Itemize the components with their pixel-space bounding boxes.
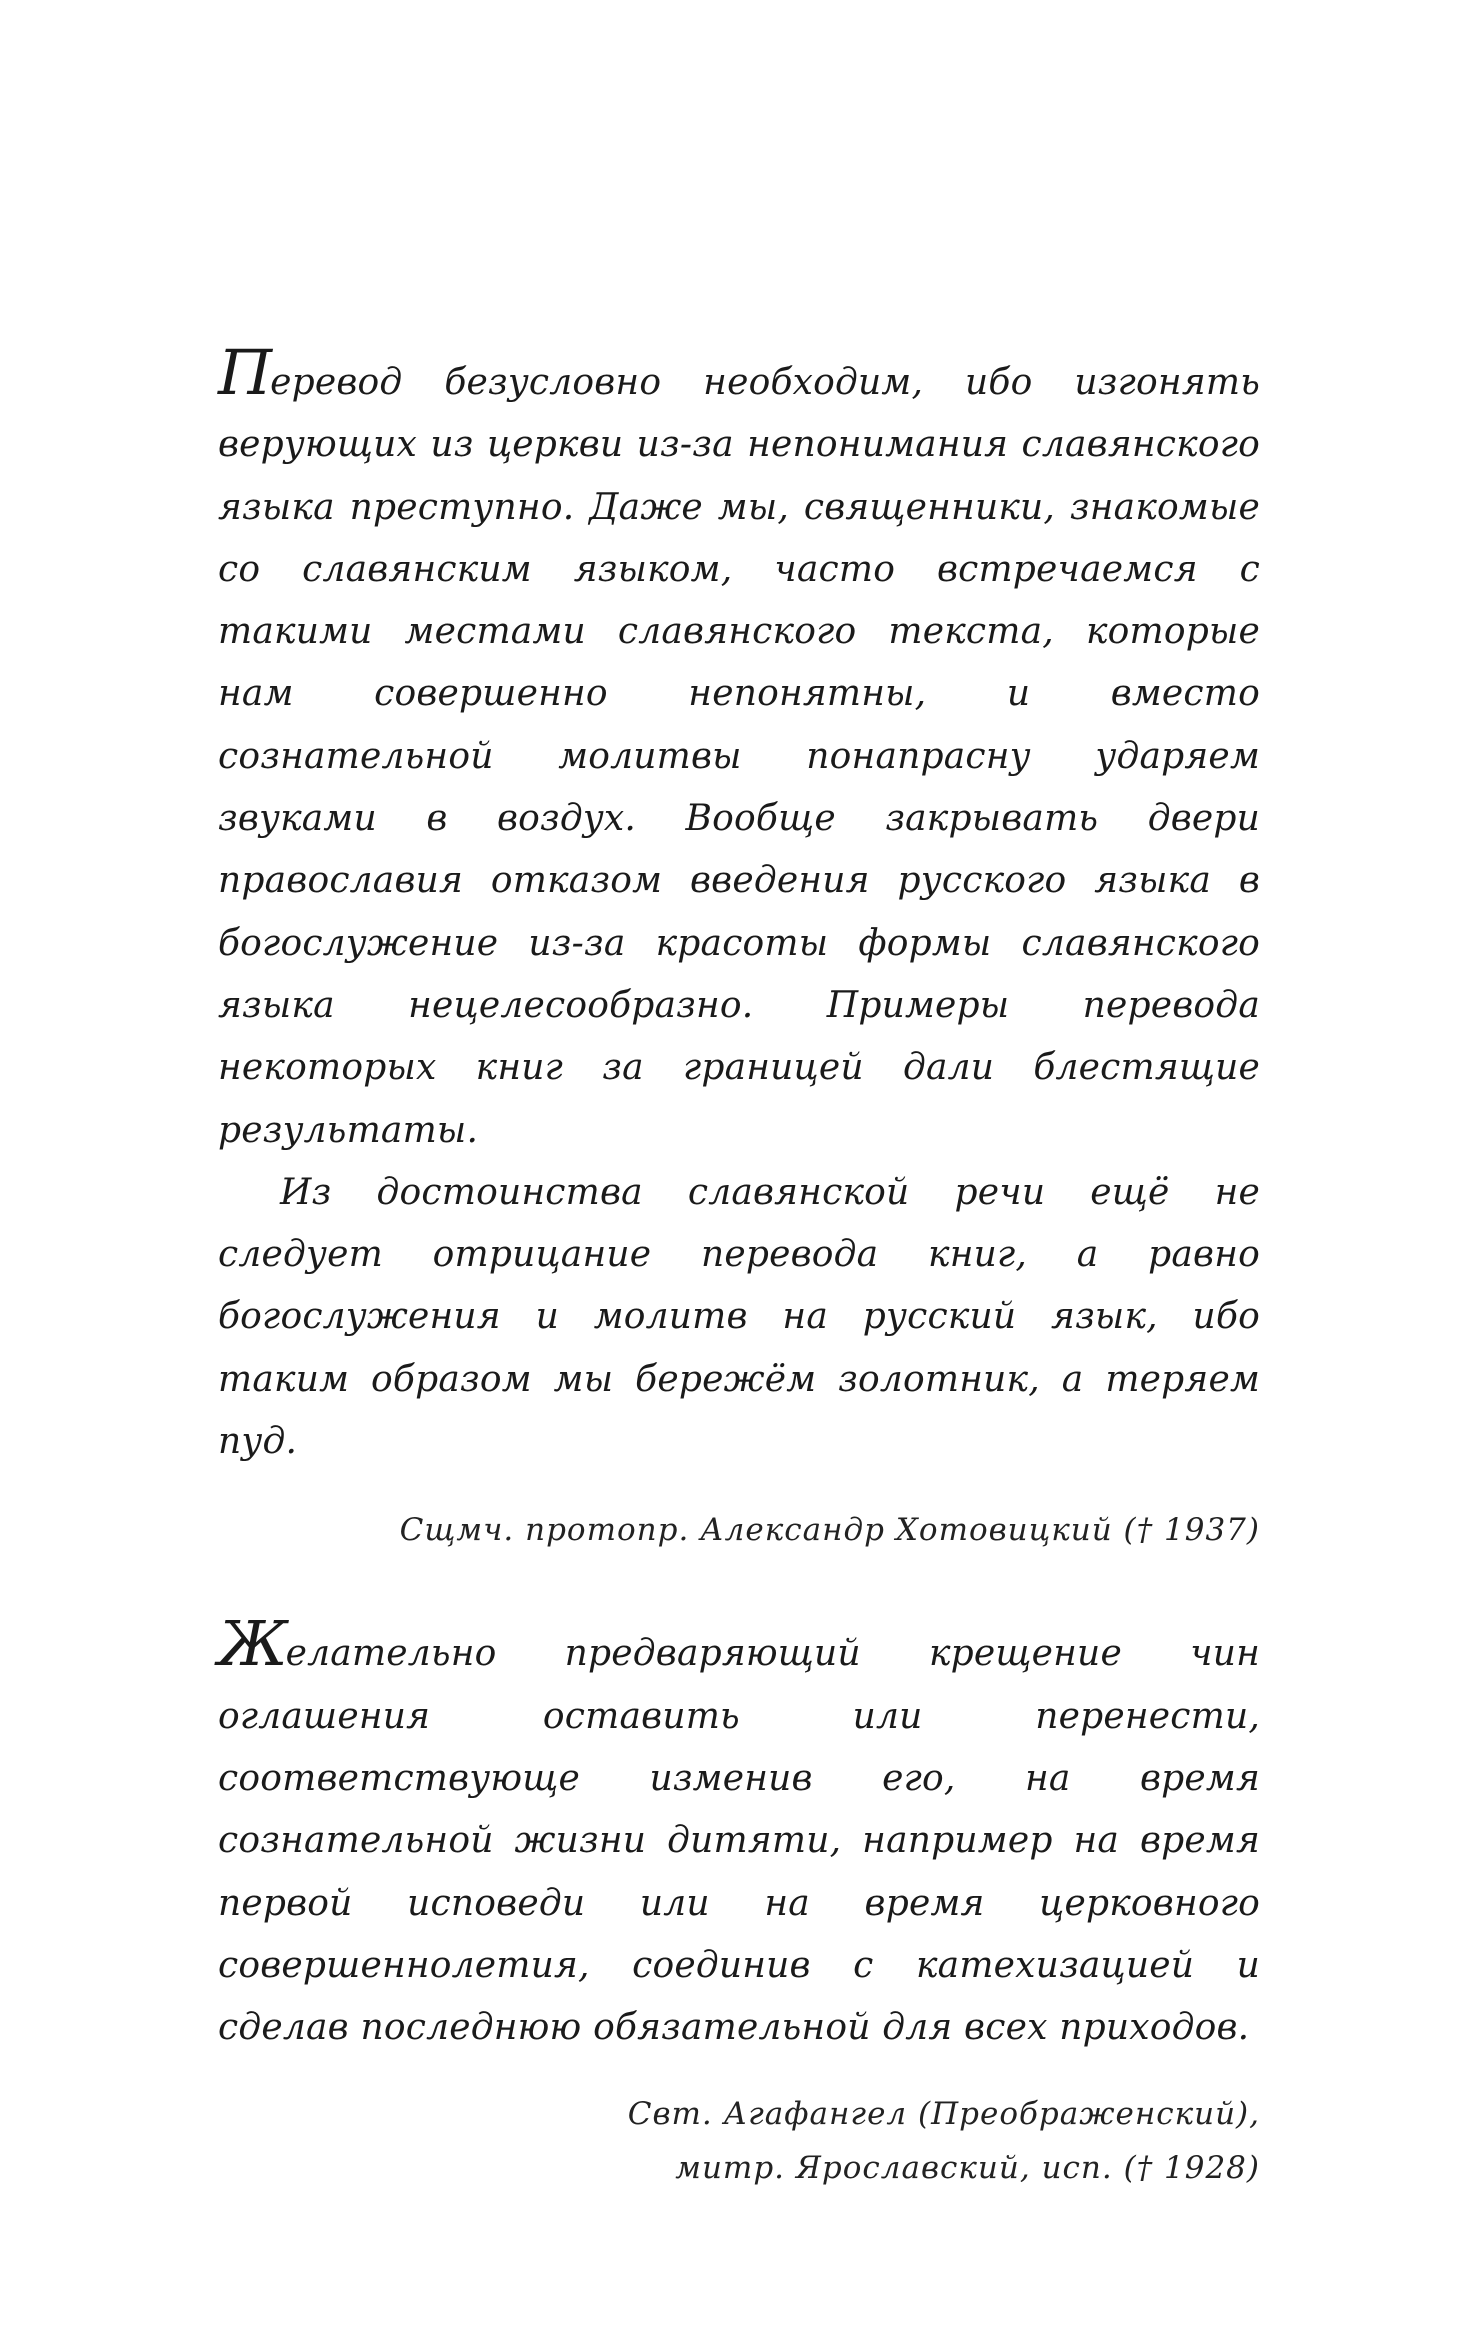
paragraph-text: елательно предваряющий крещение чин оглашения оставить или перенести, соответствующе изменив его, на время сознательной жизни дитяти, например на время первой исповеди или на время церковного совершеннолетия, соединив с катехизацией и сделав последнюю обязательной для всех приходов. [218, 1633, 1260, 2049]
attribution-line: митр. Ярославский, исп. († 1928) [675, 2150, 1260, 2187]
attribution-line: Свт. Агафангел (Преображенский), [627, 2096, 1260, 2133]
quote-1-paragraph-2: Из достоинства славянской речи ещё не следует отрицание перевода книг, а равно богослужения и молитв на русский язык, ибо таким образом мы бережём золотник, а теряем пуд. [218, 1171, 1260, 1463]
quote-2-paragraph-1 [218, 1607, 1260, 2059]
dropcap-letter: Ж [218, 1607, 286, 1681]
attribution-agafangel [218, 2087, 1260, 2195]
quote-1-paragraph-1 [218, 336, 1260, 1162]
dropcap-letter: П [218, 336, 271, 409]
quote-agafangel [218, 1607, 1260, 2195]
page-body [218, 336, 1260, 2195]
attribution-khotovitsky: Сщмч. протопр. Александр Хотовицкий († 1937) [399, 1512, 1260, 1549]
quote-khotovitsky [218, 336, 1260, 1557]
paragraph-text: еревод безусловно необходим, ибо изгонять верующих из церкви из-за непонимания славянского языка преступно. Даже мы, священники, знакомые со славянским языком, часто встречаемся с такими местами славянского текста, которые нам совершенно непонятны, и вместо сознательной молитвы понапрасну ударяем звуками в воздух. Вообще закрывать двери православия отказом введения русского языка в богослужение из-за красоты формы славянского языка нецелесообразно. Примеры перевода некоторых книг за границей дали блестящие результаты. [218, 362, 1260, 1151]
